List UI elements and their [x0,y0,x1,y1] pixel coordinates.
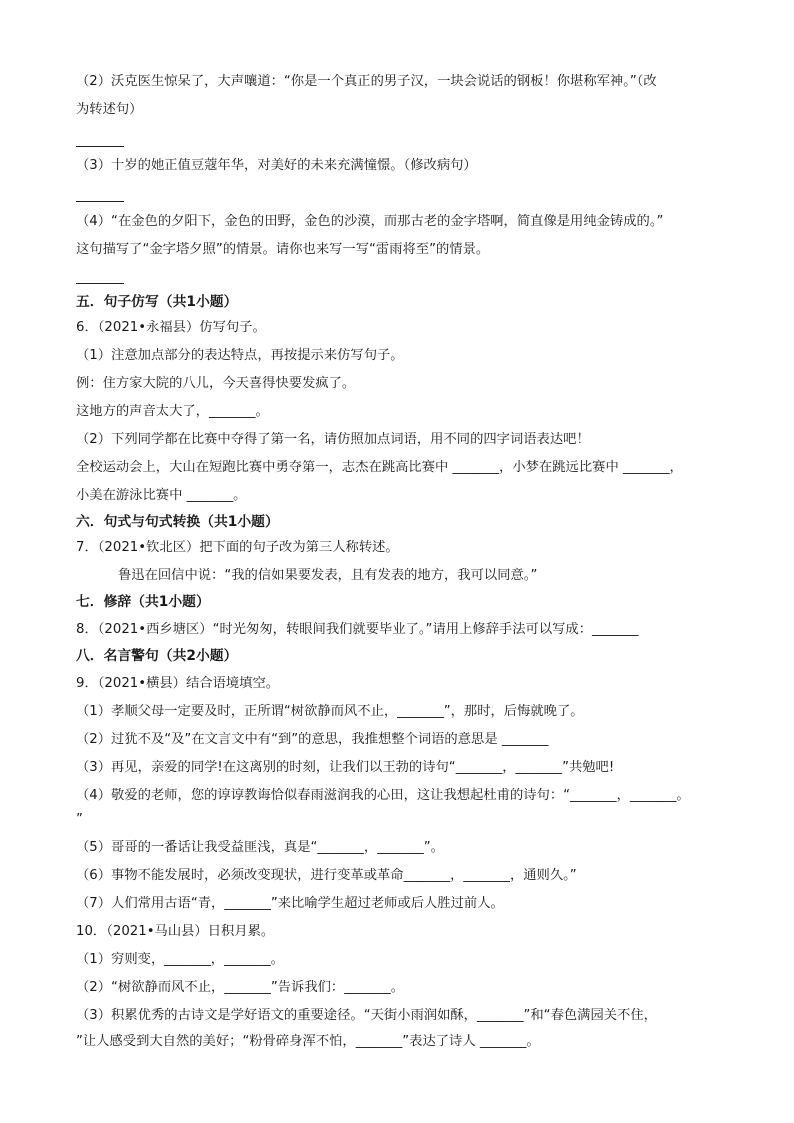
q10-3-line2: ”让人感受到大自然的美好；“粉骨碎身浑不怕，_______”表达了诗人 _______。 [76,1034,540,1049]
q6-1-prompt: 这地方的声音太大了，_______。 [76,404,269,419]
question-9-title: 9．（2021•横县）结合语境填空。 [76,676,280,691]
section-heading-6: 六．句式与句式转换（共1小题） [76,514,279,530]
q9-1: （1）孝顺父母一定要及时，正所谓“树欲静而风不止，_______”，那时，后悔就晚了。 [76,704,584,719]
q9-4-line2: ” [76,812,83,827]
q6-2-instruction: （2）下列同学都在比赛中夺得了第一名，请仿照加点词语，用不同的四字词语表达吧！ [76,432,590,447]
q6-1-instruction: （1）注意加点部分的表达特点，再按提示来仿写句子。 [76,348,404,363]
q9-6: （6）事物不能发展时，必须改变现状，进行变革或革命_______，_______，通则久。” [76,868,577,883]
q7-quote: 鲁迅在回信中说：“我的信如果要发表，且有发表的地方，我可以同意。” [118,568,538,583]
q6-1-example: 例：住方家大院的八儿，今天喜得快要发疯了。 [76,376,356,391]
q9-4-line1: （4）敬爱的老师，您的谆谆教诲恰似春雨滋润我的心田，这让我想起杜甫的诗句：“_______，_______。 [76,788,690,803]
q5-2-line1: （2）沃克医生惊呆了，大声嚷道：“你是一个真正的男子汉，一块会说话的钢板！你堪称军神。”（改 [76,74,657,89]
question-6-title: 6．（2021•永福县）仿写句子。 [76,320,266,335]
answer-blank-line[interactable] [76,201,124,202]
question-10-title: 10．（2021•马山县）日积月累。 [76,924,275,939]
answer-blank-line[interactable] [76,283,124,284]
q5-2-line2: 为转述句） [76,102,143,117]
q9-2: （2）过犹不及“及”在文言文中有“到”的意思，我推想整个词语的意思是 _______ [76,732,549,747]
q6-2-prompt-line1: 全校运动会上，大山在短跑比赛中勇夺第一，志杰在跳高比赛中 _______，小梦在跳远比赛中 _______， [76,460,683,475]
q5-4-line1: （4）“在金色的夕阳下，金色的田野，金色的沙漠，而那古老的金字塔啊，简直像是用纯金铸成的。” [76,214,664,229]
q5-3-line: （3）十岁的她正值豆蔻年华，对美好的未来充满憧憬。（修改病句） [76,158,477,173]
q10-1: （1）穷则变，_______，_______。 [76,952,284,967]
q9-7: （7）人们常用古语“青，_______”来比喻学生超过老师或后人胜过前人。 [76,896,504,911]
q10-3-line1: （3）积累优秀的古诗文是学好语文的重要途径。“天街小雨润如酥，_______”和“春色满园关不住， [76,1008,657,1023]
section-heading-5: 五．句子仿写（共1小题） [76,294,238,310]
q9-3: （3）再见，亲爱的同学!在这离别的时刻，让我们以王勃的诗句“_______，_______”共勉吧! [76,760,615,775]
section-heading-8: 八．名言警句（共2小题） [76,648,238,664]
q5-4-line2: 这句描写了“金字塔夕照”的情景。请你也来写一写“雷雨将至”的情景。 [76,242,490,257]
section-heading-7: 七．修辞（共1小题） [76,594,210,610]
question-7-title: 7．（2021•钦北区）把下面的句子改为第三人称转述。 [76,540,399,555]
q10-2: （2）“树欲静而风不止，_______”告诉我们：_______。 [76,980,405,995]
answer-blank-line[interactable] [76,146,124,147]
q9-5: （5）哥哥的一番话让我受益匪浅，真是“_______，_______”。 [76,840,444,855]
q6-2-prompt-line2: 小美在游泳比赛中 _______。 [76,488,247,503]
question-8-title: 8．（2021•西乡塘区）“时光匆匆，转眼间我们就要毕业了。”请用上修辞手法可以写成：_______ [76,622,639,637]
